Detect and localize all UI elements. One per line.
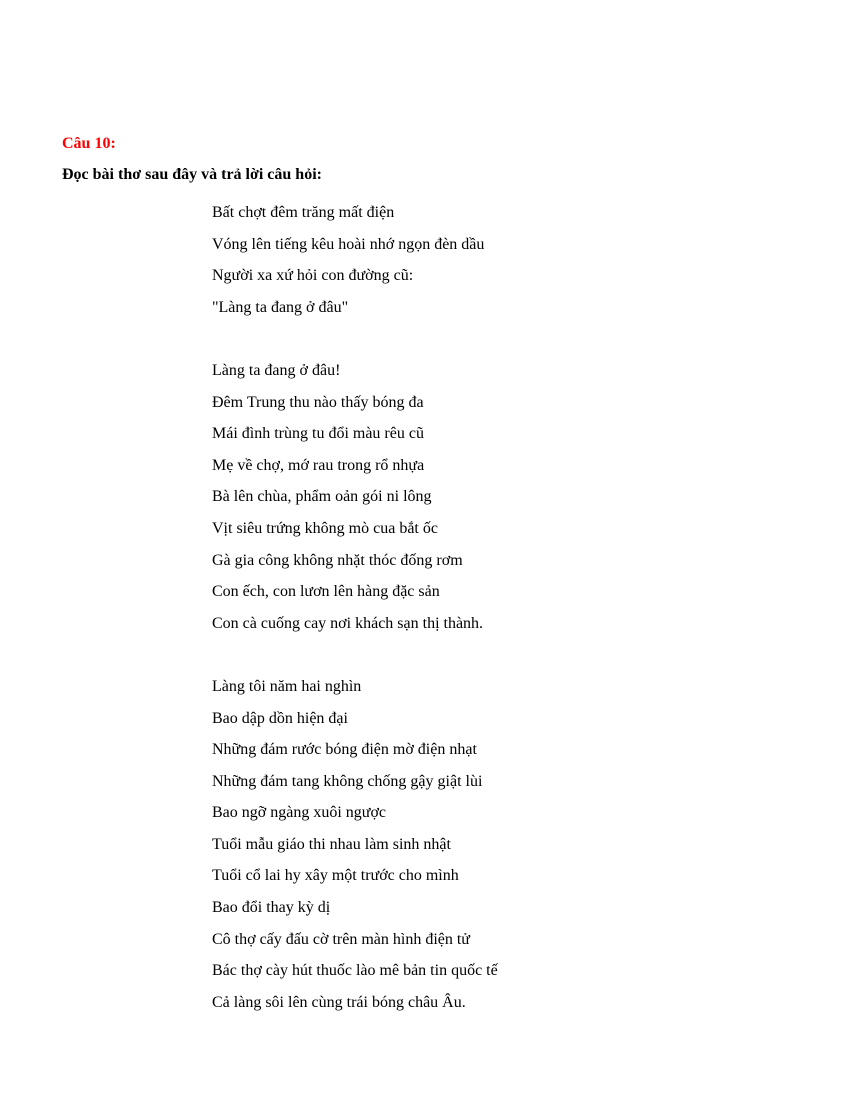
poem: [212, 197, 498, 1018]
poem-stanza-1: [212, 197, 498, 323]
poem-line: Bất chợt đêm trăng mất điện: [212, 204, 395, 221]
poem-stanza-3: [212, 671, 498, 1019]
poem-line: Mái đình trùng tu đổi màu rêu cũ: [212, 425, 424, 443]
poem-line: Vịt siêu trứng không mò cua bắt ốc: [212, 519, 438, 537]
poem-line: Cô thợ cấy đấu cờ trên màn hình điện tử: [212, 930, 470, 948]
poem-line: Cả làng sôi lên cùng trái bóng châu Âu.: [212, 993, 466, 1011]
poem-line: Người xa xứ hỏi con đường cũ:: [212, 267, 414, 285]
poem-line: Những đám rước bóng điện mờ điện nhạt: [212, 741, 477, 759]
poem-line: Làng tôi năm hai nghìn: [212, 677, 362, 695]
poem-line: Vóng lên tiếng kêu hoài nhớ ngọn đèn dầu: [212, 235, 485, 253]
poem-line: Bao dập dồn hiện đại: [212, 709, 348, 727]
poem-line: Những đám tang không chống gậy giật lùi: [212, 772, 483, 790]
question-instruction: Đọc bài thơ sau đây và trả lời câu hỏi:: [62, 166, 322, 183]
poem-line: Bà lên chùa, phẩm oản gói ni lông: [212, 488, 432, 506]
poem-line: "Làng ta đang ở đâu": [212, 298, 349, 316]
poem-line: Đêm Trung thu nào thấy bóng đa: [212, 393, 424, 411]
poem-line: Con ếch, con lươn lên hàng đặc sản: [212, 583, 440, 601]
poem-stanza-2: [212, 355, 498, 639]
poem-line: Mẹ về chợ, mớ rau trong rổ nhựa: [212, 456, 425, 474]
poem-line: Làng ta đang ở đâu!: [212, 361, 341, 379]
poem-line: Bao ngỡ ngàng xuôi ngược: [212, 804, 387, 822]
poem-line: Bao đổi thay kỳ dị: [212, 899, 331, 917]
question-number: Câu 10:: [62, 135, 116, 152]
poem-line: Bác thợ cày hút thuốc lào mê bản tin quốc tế: [212, 962, 498, 980]
poem-line: Con cà cuống cay nơi khách sạn thị thành.: [212, 614, 484, 632]
poem-line: Tuổi cổ lai hy xây một trước cho mình: [212, 867, 459, 885]
poem-line: Tuổi mẫu giáo thi nhau làm sinh nhật: [212, 835, 451, 853]
poem-line: Gà gia công không nhặt thóc đống rơm: [212, 551, 463, 569]
